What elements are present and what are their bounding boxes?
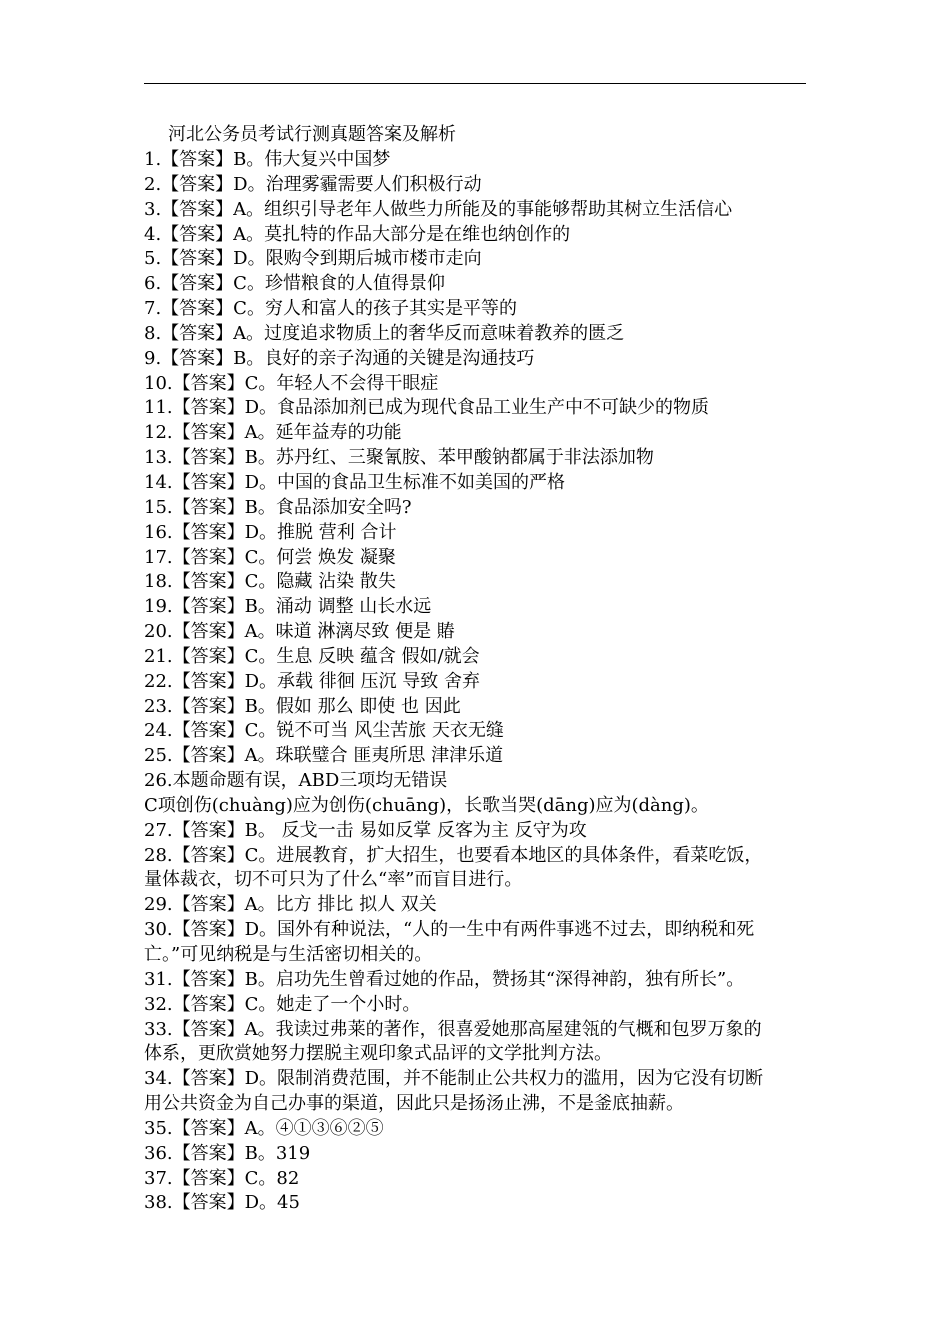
answer-line: 38.【答案】D。45: [144, 1192, 300, 1214]
answer-line: 20.【答案】A。味道 淋漓尽致 便是 賰: [144, 621, 455, 643]
answer-line: 34.【答案】D。限制消费范围，并不能制止公共权力的滥用，因为它没有切断: [144, 1068, 764, 1090]
answer-line: 12.【答案】A。延年益寿的功能: [144, 422, 402, 444]
answer-line: 9.【答案】B。良好的亲子沟通的关键是沟通技巧: [144, 347, 535, 369]
answer-line: 量体裁衣，切不可只为了什么“率”而盲目进行。: [144, 869, 523, 891]
answer-line: 36.【答案】B。319: [144, 1142, 311, 1164]
answer-line: 29.【答案】A。比方 排比 拟人 双关: [144, 894, 437, 916]
answer-line: 17.【答案】C。何尝 焕发 凝聚: [144, 546, 396, 568]
answer-line: 3.【答案】A。组织引导老年人做些力所能及的事能够帮助其树立生活信心: [144, 198, 733, 220]
answer-line: 16.【答案】D。推脱 营利 合计: [144, 521, 397, 543]
answer-line: 31.【答案】B。启功先生曾看过她的作品，赞扬其“深得神韵，独有所长”。: [144, 968, 745, 990]
answer-line: 25.【答案】A。珠联璧合 匪夷所思 津津乐道: [144, 745, 504, 767]
answer-line: 26.本题命题有误，ABD三项均无错误: [144, 770, 448, 792]
answer-line: 24.【答案】C。锐不可当 风尘苦旅 天衣无缝: [144, 720, 504, 742]
answer-line: 30.【答案】D。国外有种说法，“人的一生中有两件事逃不过去，即纳税和死: [144, 919, 755, 941]
answer-line: 33.【答案】A。我读过弗莱的著作，很喜爱她那高屋建瓴的气概和包罗万象的: [144, 1018, 762, 1040]
answer-line: 19.【答案】B。涌动 调整 山长水远: [144, 596, 432, 618]
answer-line: 亡。”可见纳税是与生活密切相关的。: [144, 944, 433, 965]
answer-line: 1.【答案】B。伟大复兴中国梦: [144, 149, 391, 170]
answer-line: 18.【答案】C。隐藏 沾染 散失: [144, 571, 396, 593]
answer-line: 32.【答案】C。她走了一个小时。: [144, 993, 421, 1015]
answer-line: 23.【答案】B。假如 那么 即使 也 因此: [144, 695, 461, 717]
answer-line: 13.【答案】B。苏丹红、三聚氰胺、苯甲酸钠都属于非法添加物: [144, 447, 654, 469]
answer-line: C项创伤(chuàng)应为创伤(chuāng)，长歌当哭(dāng)应为(dàng)。: [144, 794, 709, 816]
answer-line: 8.【答案】A。过度追求物质上的奢华反而意味着教养的匮乏: [144, 322, 625, 344]
answer-line: 22.【答案】D。承载 徘徊 压沉 导致 舍弃: [144, 670, 480, 692]
document-title: 河北公务员考试行测真题答案及解析: [168, 124, 456, 145]
answer-line: 37.【答案】C。82: [144, 1167, 300, 1189]
answer-line: 27.【答案】B。 反戈一击 易如反掌 反客为主 反守为攻: [144, 819, 587, 841]
answer-line: 用公共资金为自己办事的渠道，因此只是扬汤止沸，不是釜底抽薪。: [144, 1093, 684, 1115]
header-rule: [144, 83, 806, 84]
answer-line: 15.【答案】B。食品添加安全吗?: [144, 496, 412, 518]
answer-line: 5.【答案】D。限购令到期后城市楼市走向: [144, 248, 482, 270]
answer-line: 21.【答案】C。生息 反映 蕴含 假如/就会: [144, 645, 480, 667]
answer-line: 6.【答案】C。珍惜粮食的人值得景仰: [144, 273, 445, 295]
answer-line: 体系，更欣赏她努力摆脱主观印象式品评的文学批判方法。: [144, 1043, 612, 1065]
answer-line: 7.【答案】C。穷人和富人的孩子其实是平等的: [144, 298, 517, 320]
answer-line: 14.【答案】D。中国的食品卫生标准不如美国的严格: [144, 471, 566, 493]
answer-list: [144, 148, 812, 1216]
answer-line: 2.【答案】D。治理雾霾需要人们积极行动: [144, 173, 482, 195]
answer-line: 10.【答案】C。年轻人不会得干眼症: [144, 372, 439, 394]
answer-line: 35.【答案】A。④①③⑥②⑤: [144, 1117, 384, 1139]
answer-line: 28.【答案】C。进展教育，扩大招生，也要看本地区的具体条件，看菜吃饭，: [144, 844, 763, 866]
answer-line: 11.【答案】D。食品添加剂已成为现代食品工业生产中不可缺少的物质: [144, 397, 710, 419]
answer-line: 4.【答案】A。莫扎特的作品大部分是在维也纳创作的: [144, 223, 571, 245]
